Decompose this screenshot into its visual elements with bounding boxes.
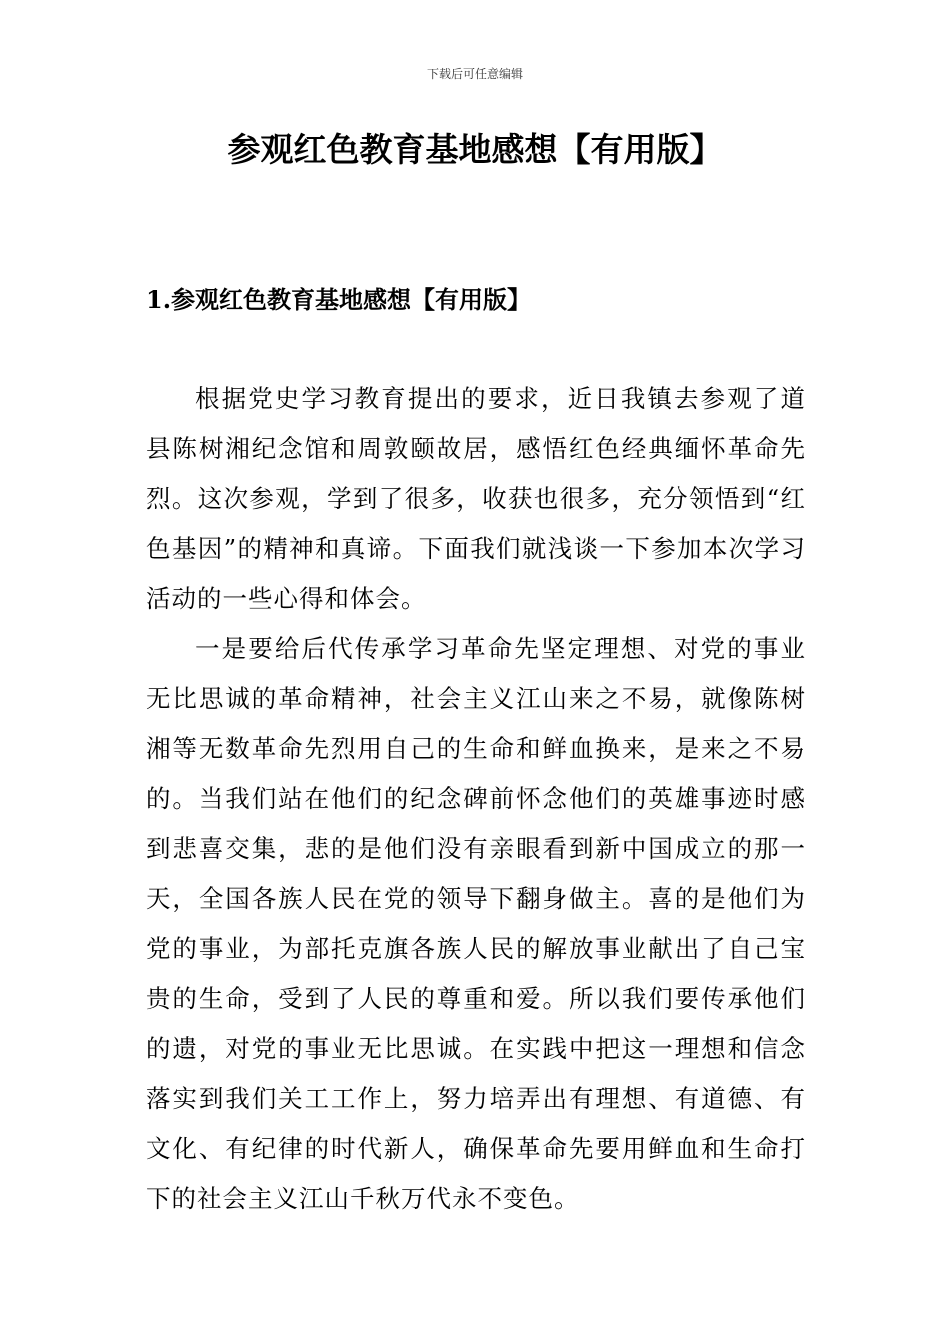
header-note: 下载后可任意编辑 (426, 67, 523, 81)
paragraph: 一是要给后代传承学习革命先坚定理想、对党的事业无比思诚的革命精神，社会主义江山来之不易，就像陈树湘等无数革命先烈用自己的生命和鲜血换来，是来之不易的。当我们站在他们的纪念碑前怀念他们的英雄事迹时感到悲喜交集，悲的是他们没有亲眼看到新中国成立的那一天，全国各族人民在党的领导下翻身做主。喜的是他们为党的事业，为部托克旗各族人民的解放事业献出了自己宝贵的生命，受到了人民的尊重和爱。所以我们要传承他们的遗，对党的事业无比思诚。在实践中把这一理想和信念落实到我们关工工作上，努力培弄出有理想、有道德、有文化、有纪律的时代新人，确保革命先要用鲜血和生命打下的社会主义江山千秋万代永不变色。 (146, 634, 806, 1213)
paragraph: 根据党史学习教育提出的要求，近日我镇去参观了道县陈树湘纪念馆和周敦颐故居，感悟红色经典缅怀革命先烈。这次参观，学到了很多，收获也很多，充分领悟到“红色基因”的精神和真谛。下面我们就浅谈一下参加本次学习活动的一些心得和体会。 (146, 384, 806, 613)
body-text (146, 374, 806, 1224)
document-title: 参观红色教育基地感想【有用版】 (227, 130, 723, 169)
section-heading: 1.参观红色教育基地感想【有用版】 (146, 285, 532, 314)
